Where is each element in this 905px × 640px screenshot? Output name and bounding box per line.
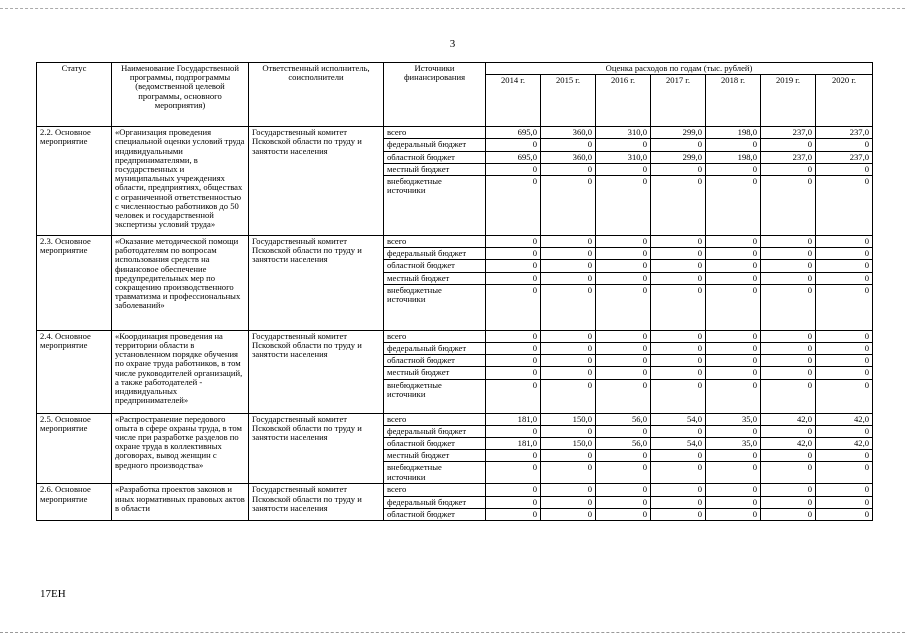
row-executor: Государственный комитет Псковской области по труду и занятости населения (249, 484, 384, 521)
row-value: 0 (541, 163, 596, 175)
row-value: 0 (486, 163, 541, 175)
row-value: 0 (706, 343, 761, 355)
row-value: 0 (706, 139, 761, 151)
row-value: 0 (761, 508, 816, 520)
row-source-label: областной бюджет (384, 260, 486, 272)
row-value: 0 (486, 462, 541, 484)
row-value: 0 (761, 367, 816, 379)
row-value: 310,0 (596, 151, 651, 163)
row-value: 56,0 (596, 438, 651, 450)
table-row (37, 413, 873, 425)
row-value: 0 (486, 367, 541, 379)
row-value: 0 (706, 330, 761, 342)
row-value: 0 (541, 355, 596, 367)
row-value: 0 (541, 450, 596, 462)
row-status: 2.6. Основное мероприятие (37, 484, 112, 521)
row-value: 0 (541, 236, 596, 248)
row-value: 0 (541, 425, 596, 437)
row-value: 0 (486, 496, 541, 508)
row-value: 0 (816, 379, 873, 413)
row-value: 0 (486, 236, 541, 248)
row-value: 0 (706, 355, 761, 367)
row-value: 0 (651, 260, 706, 272)
row-value: 0 (486, 355, 541, 367)
row-value: 0 (486, 343, 541, 355)
row-source-label: областной бюджет (384, 355, 486, 367)
row-value: 42,0 (816, 413, 873, 425)
row-value: 0 (486, 450, 541, 462)
row-source-label: областной бюджет (384, 438, 486, 450)
row-value: 0 (596, 330, 651, 342)
row-source-label: всего (384, 484, 486, 496)
row-value: 0 (761, 236, 816, 248)
row-value: 360,0 (541, 151, 596, 163)
row-value: 0 (651, 425, 706, 437)
row-source-label: внебюджетные источники (384, 379, 486, 413)
row-value: 0 (596, 284, 651, 330)
footer-code: 17ЕН (40, 588, 66, 600)
row-value: 0 (596, 367, 651, 379)
row-value: 0 (706, 260, 761, 272)
row-value: 0 (761, 355, 816, 367)
row-value: 0 (761, 425, 816, 437)
row-source-label: областной бюджет (384, 151, 486, 163)
row-value: 0 (486, 379, 541, 413)
row-value: 0 (596, 496, 651, 508)
row-value: 0 (706, 496, 761, 508)
row-value: 0 (486, 176, 541, 236)
row-value: 35,0 (706, 438, 761, 450)
row-value: 0 (706, 248, 761, 260)
row-value: 0 (706, 284, 761, 330)
row-value: 54,0 (651, 413, 706, 425)
row-executor: Государственный комитет Псковской области по труду и занятости населения (249, 236, 384, 331)
row-value: 56,0 (596, 413, 651, 425)
row-value: 150,0 (541, 438, 596, 450)
row-value: 181,0 (486, 438, 541, 450)
row-value: 0 (541, 508, 596, 520)
row-value: 42,0 (761, 413, 816, 425)
row-value: 0 (541, 379, 596, 413)
row-source-label: местный бюджет (384, 272, 486, 284)
row-value: 0 (706, 484, 761, 496)
row-value: 0 (816, 139, 873, 151)
row-value: 42,0 (816, 438, 873, 450)
row-value: 0 (541, 367, 596, 379)
row-source-label: местный бюджет (384, 450, 486, 462)
row-value: 0 (651, 508, 706, 520)
row-value: 35,0 (706, 413, 761, 425)
row-value: 0 (761, 484, 816, 496)
row-value: 0 (596, 139, 651, 151)
row-value: 0 (706, 450, 761, 462)
row-value: 0 (651, 484, 706, 496)
row-executor: Государственный комитет Псковской области по труду и занятости населения (249, 127, 384, 236)
row-value: 0 (596, 355, 651, 367)
table-row (37, 484, 873, 496)
row-value: 0 (596, 163, 651, 175)
row-value: 0 (816, 176, 873, 236)
row-value: 0 (761, 248, 816, 260)
row-value: 0 (596, 450, 651, 462)
scan-edge-bottom (0, 632, 905, 633)
row-source-label: федеральный бюджет (384, 139, 486, 151)
row-status: 2.4. Основное мероприятие (37, 330, 112, 413)
row-status: 2.3. Основное мероприятие (37, 236, 112, 331)
row-value: 0 (541, 284, 596, 330)
header-executor: Ответственный исполнитель, соисполнители (249, 63, 384, 127)
row-value: 0 (651, 343, 706, 355)
budget-table-body (37, 127, 873, 521)
row-value: 0 (761, 139, 816, 151)
row-value: 0 (541, 343, 596, 355)
budget-table (36, 62, 873, 521)
row-name: «Организация проведения специальной оценки условий труда индивидуальными предпринимателями, в государственных и муниципальных учреждениях области, предприятиях, обществах с ограниченной ответственностью с численностью работников до 50 человек и государственной экспертизы условий труда» (112, 127, 249, 236)
row-source-label: внебюджетные источники (384, 176, 486, 236)
row-source-label: местный бюджет (384, 367, 486, 379)
row-name: «Оказание методической помощи работодателям по вопросам использования средств на финансовое обеспечение предупредительных мер по сокращению производственного травматизма и профессиональных заболеваний» (112, 236, 249, 331)
row-value: 0 (816, 496, 873, 508)
row-value: 237,0 (761, 151, 816, 163)
row-value: 0 (486, 139, 541, 151)
row-value: 0 (706, 236, 761, 248)
row-source-label: федеральный бюджет (384, 496, 486, 508)
row-value: 0 (651, 163, 706, 175)
row-value: 0 (596, 248, 651, 260)
row-value: 198,0 (706, 151, 761, 163)
row-value: 0 (706, 367, 761, 379)
row-source-label: федеральный бюджет (384, 248, 486, 260)
row-value: 0 (706, 379, 761, 413)
row-value: 0 (651, 272, 706, 284)
row-value: 0 (651, 139, 706, 151)
page-number: 3 (449, 38, 456, 50)
table-row (37, 236, 873, 248)
row-value: 0 (651, 236, 706, 248)
row-value: 0 (596, 272, 651, 284)
row-value: 0 (816, 272, 873, 284)
header-year: 2017 г. (651, 75, 706, 127)
row-value: 181,0 (486, 413, 541, 425)
row-value: 0 (761, 272, 816, 284)
row-value: 0 (596, 343, 651, 355)
row-name: «Распространение передового опыта в сфере охраны труда, в том числе при разработке разделов по охране труда в коллективных договорах, вывод женщин с вредного производства» (112, 413, 249, 484)
row-value: 0 (816, 343, 873, 355)
row-value: 0 (816, 450, 873, 462)
row-value: 0 (541, 496, 596, 508)
row-value: 0 (651, 450, 706, 462)
row-value: 0 (486, 330, 541, 342)
row-value: 0 (651, 462, 706, 484)
row-value: 0 (651, 496, 706, 508)
row-value: 0 (706, 176, 761, 236)
row-value: 0 (761, 450, 816, 462)
row-value: 0 (486, 272, 541, 284)
row-source-label: всего (384, 330, 486, 342)
row-value: 0 (596, 176, 651, 236)
row-value: 0 (816, 367, 873, 379)
row-source-label: областной бюджет (384, 508, 486, 520)
header-status: Статус (37, 63, 112, 127)
row-value: 0 (816, 163, 873, 175)
row-value: 360,0 (541, 127, 596, 139)
row-value: 0 (761, 379, 816, 413)
header-year: 2019 г. (761, 75, 816, 127)
row-value: 0 (816, 462, 873, 484)
row-value: 0 (761, 176, 816, 236)
row-value: 150,0 (541, 413, 596, 425)
row-source-label: всего (384, 413, 486, 425)
row-source-label: федеральный бюджет (384, 343, 486, 355)
row-value: 0 (651, 176, 706, 236)
row-value: 0 (816, 484, 873, 496)
row-value: 0 (651, 355, 706, 367)
row-source-label: всего (384, 236, 486, 248)
row-value: 198,0 (706, 127, 761, 139)
row-value: 0 (596, 462, 651, 484)
row-value: 0 (761, 330, 816, 342)
row-value: 54,0 (651, 438, 706, 450)
row-source-label: местный бюджет (384, 163, 486, 175)
row-value: 0 (541, 272, 596, 284)
row-value: 0 (486, 260, 541, 272)
row-value: 0 (596, 425, 651, 437)
row-value: 0 (541, 248, 596, 260)
row-value: 0 (541, 260, 596, 272)
row-value: 0 (816, 425, 873, 437)
header-estimate: Оценка расходов по годам (тыс. рублей) (486, 63, 873, 75)
table-row (37, 330, 873, 342)
header-year: 2016 г. (596, 75, 651, 127)
row-value: 0 (541, 484, 596, 496)
row-value: 0 (706, 425, 761, 437)
header-sources: Источники финансирования (384, 63, 486, 127)
row-value: 0 (541, 176, 596, 236)
row-executor: Государственный комитет Псковской области по труду и занятости населения (249, 413, 384, 484)
row-value: 0 (761, 496, 816, 508)
table-row (37, 127, 873, 139)
row-value: 0 (706, 508, 761, 520)
row-value: 299,0 (651, 151, 706, 163)
row-executor: Государственный комитет Псковской области по труду и занятости населения (249, 330, 384, 413)
row-value: 0 (651, 367, 706, 379)
row-value: 0 (816, 355, 873, 367)
header-row-1 (37, 63, 873, 75)
row-value: 0 (706, 462, 761, 484)
row-value: 695,0 (486, 151, 541, 163)
row-value: 0 (596, 508, 651, 520)
row-value: 0 (651, 284, 706, 330)
row-value: 0 (541, 462, 596, 484)
row-value: 0 (486, 248, 541, 260)
row-name: «Координация проведения на территории области в установленном порядке обучения по охране труда работников, в том числе руководителей организаций, а также работодателей - индивидуальных предпринимателей» (112, 330, 249, 413)
header-year: 2015 г. (541, 75, 596, 127)
row-value: 0 (816, 330, 873, 342)
row-value: 0 (651, 248, 706, 260)
row-value: 237,0 (761, 127, 816, 139)
row-value: 0 (651, 330, 706, 342)
row-value: 0 (816, 260, 873, 272)
row-value: 0 (651, 379, 706, 413)
row-source-label: всего (384, 127, 486, 139)
row-value: 310,0 (596, 127, 651, 139)
row-status: 2.2. Основное мероприятие (37, 127, 112, 236)
scan-edge-top (0, 8, 905, 9)
row-value: 299,0 (651, 127, 706, 139)
row-value: 237,0 (816, 151, 873, 163)
row-value: 0 (816, 508, 873, 520)
row-value: 0 (596, 260, 651, 272)
row-value: 0 (816, 248, 873, 260)
row-source-label: федеральный бюджет (384, 425, 486, 437)
row-value: 0 (706, 163, 761, 175)
header-year: 2014 г. (486, 75, 541, 127)
header-year: 2018 г. (706, 75, 761, 127)
row-value: 0 (541, 330, 596, 342)
row-value: 0 (816, 284, 873, 330)
row-value: 0 (486, 484, 541, 496)
row-value: 42,0 (761, 438, 816, 450)
row-value: 0 (596, 236, 651, 248)
header-name: Наименование Государственной программы, подпрограммы (ведомственной целевой программы, основного мероприятия) (112, 63, 249, 127)
row-value: 0 (486, 508, 541, 520)
row-value: 0 (486, 425, 541, 437)
row-value: 0 (761, 163, 816, 175)
row-name: «Разработка проектов законов и иных нормативных правовых актов в области (112, 484, 249, 521)
header-year: 2020 г. (816, 75, 873, 127)
row-source-label: внебюджетные источники (384, 284, 486, 330)
row-value: 0 (706, 272, 761, 284)
row-value: 237,0 (816, 127, 873, 139)
row-value: 0 (816, 236, 873, 248)
row-value: 0 (541, 139, 596, 151)
row-value: 0 (596, 484, 651, 496)
row-value: 695,0 (486, 127, 541, 139)
row-source-label: внебюджетные источники (384, 462, 486, 484)
row-value: 0 (761, 260, 816, 272)
row-value: 0 (486, 284, 541, 330)
row-value: 0 (761, 462, 816, 484)
row-value: 0 (761, 343, 816, 355)
row-status: 2.5. Основное мероприятие (37, 413, 112, 484)
row-value: 0 (761, 284, 816, 330)
row-value: 0 (596, 379, 651, 413)
